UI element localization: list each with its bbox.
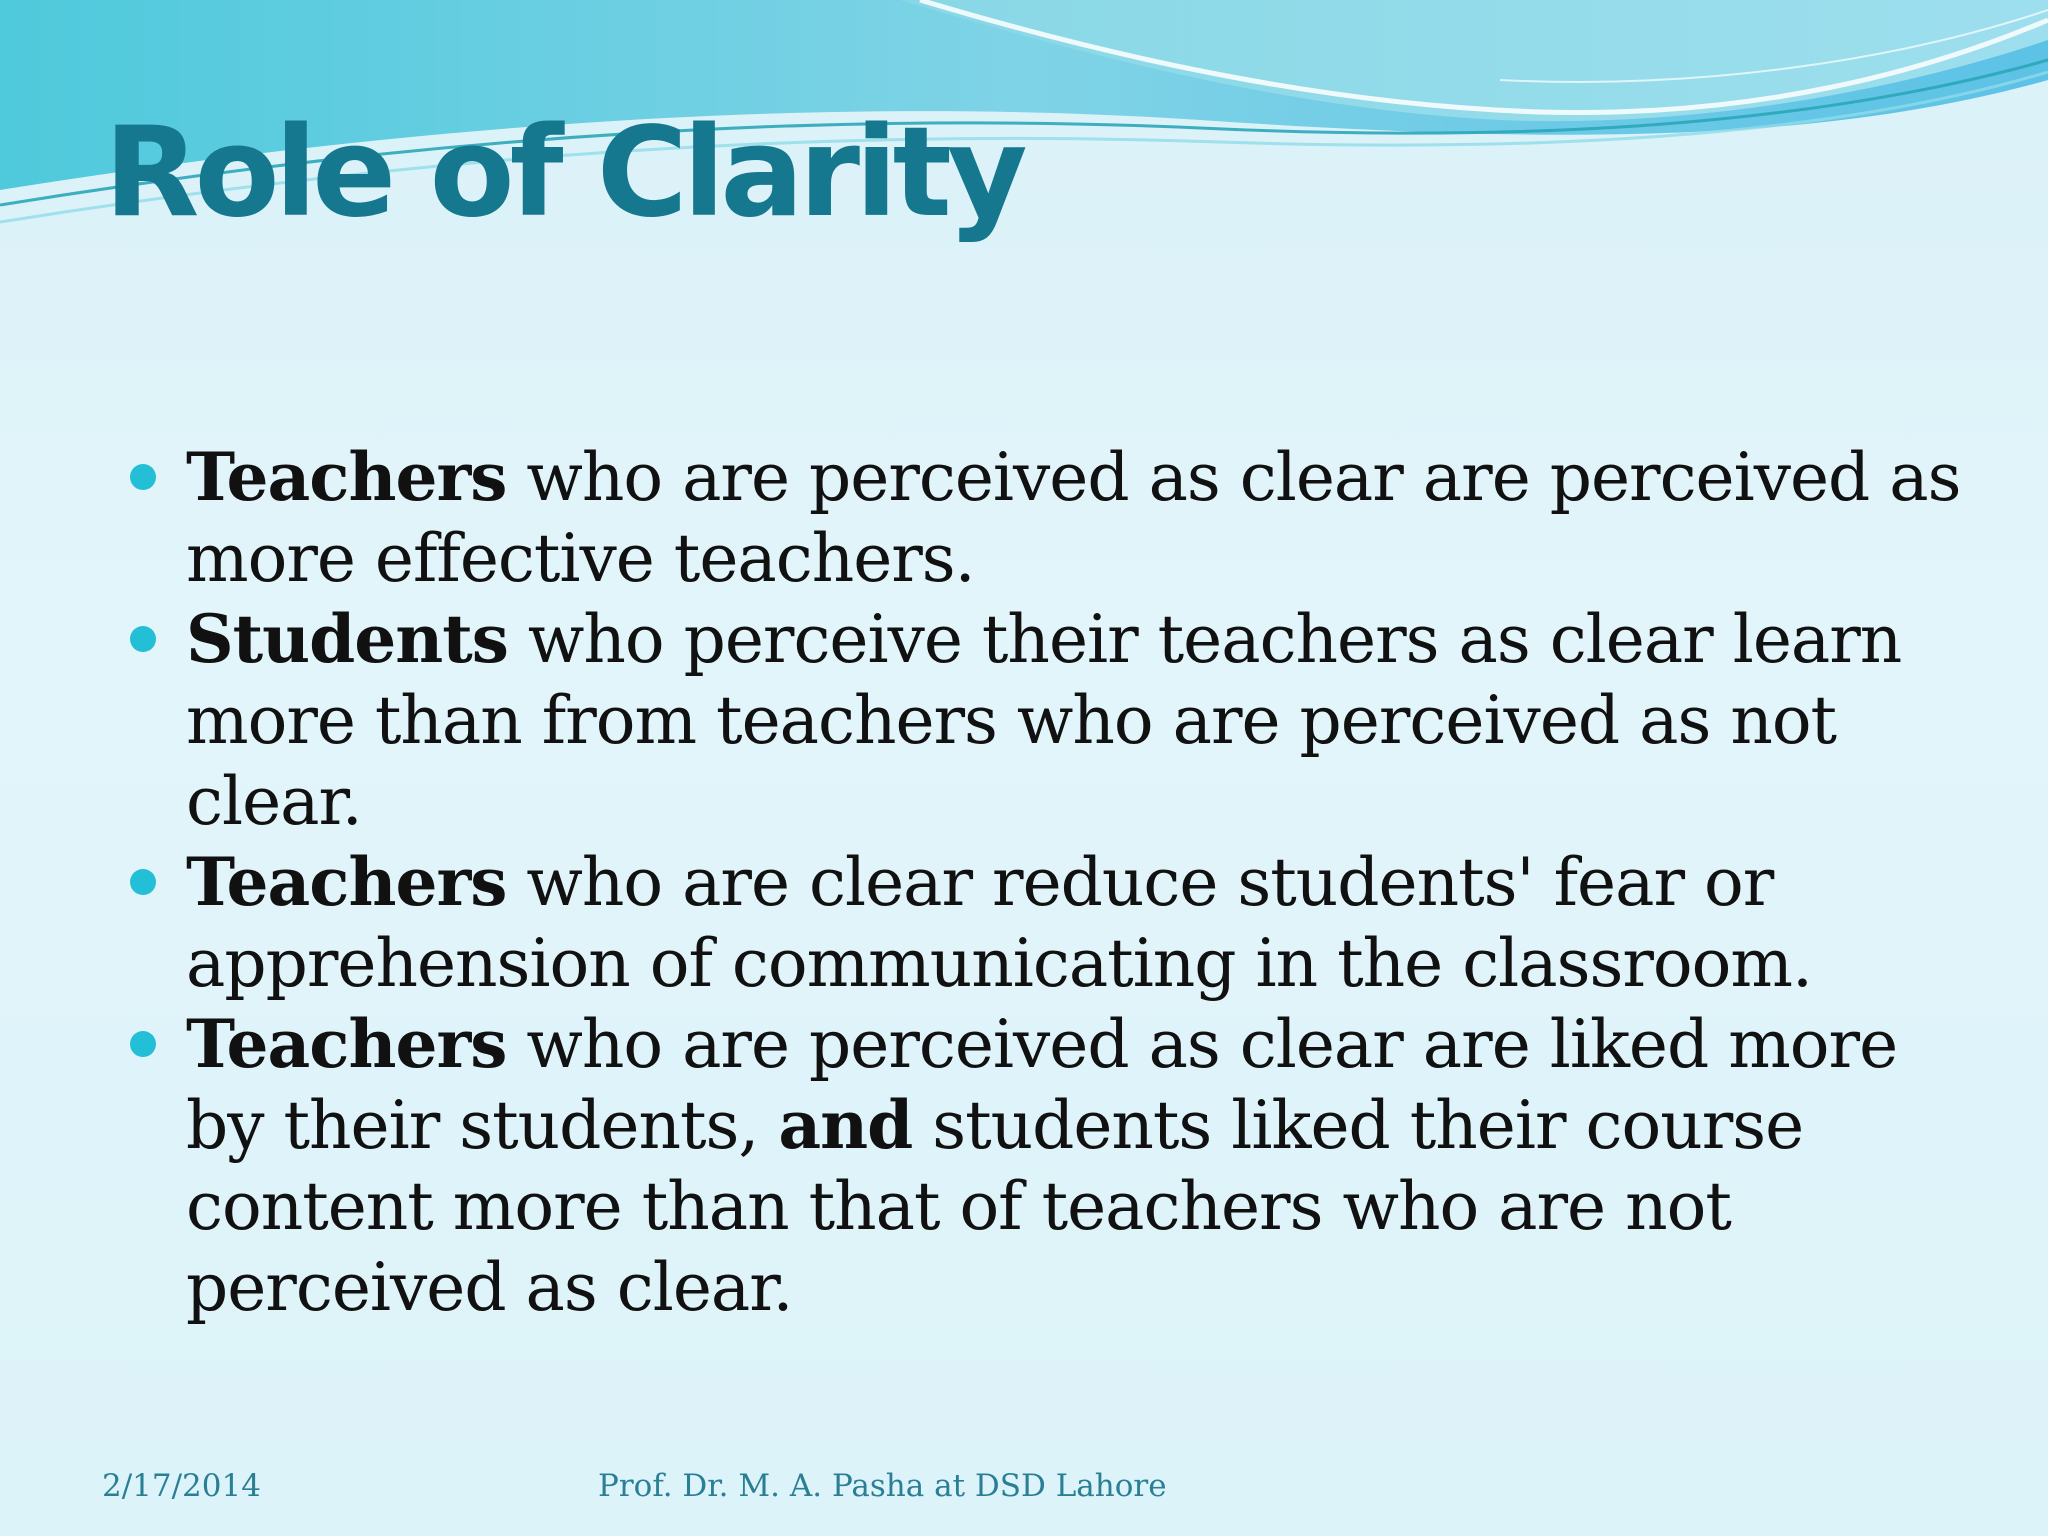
- bullet-item: [124, 599, 1984, 842]
- bullet-text-continued: students liked their course content more than that of teachers who are not perceived as clear.: [186, 1087, 1804, 1326]
- bullet-lead: Students: [186, 600, 508, 678]
- bullet-item: [124, 1004, 1984, 1328]
- bullet-lead: Teachers: [186, 1005, 507, 1083]
- footer-date: 2/17/2014: [102, 1468, 261, 1504]
- bullet-item: [124, 437, 1984, 599]
- bullet-emphasis: and: [778, 1086, 913, 1164]
- slide-title: Role of Clarity: [104, 101, 1023, 245]
- footer-author: Prof. Dr. M. A. Pasha at DSD Lahore: [598, 1468, 1167, 1504]
- bullet-dot-icon: [130, 869, 156, 895]
- bullet-lead: Teachers: [186, 438, 507, 516]
- bullet-text: who are perceived as clear are perceived as more effective teachers.: [186, 439, 1961, 597]
- bullet-text: who perceive their teachers as clear learn more than from teachers who are perceived as not clear.: [186, 601, 1902, 840]
- bullet-item: [124, 842, 1984, 1004]
- bullet-text: who are perceived as clear are liked more by their students,: [186, 1006, 1898, 1164]
- bullet-list: [124, 437, 1984, 1328]
- bullet-lead: Teachers: [186, 843, 507, 921]
- bullet-dot-icon: [130, 626, 156, 652]
- bullet-dot-icon: [130, 1031, 156, 1057]
- bullet-text: who are clear reduce students' fear or apprehension of communicating in the classroom.: [186, 844, 1812, 1002]
- bullet-dot-icon: [130, 464, 156, 490]
